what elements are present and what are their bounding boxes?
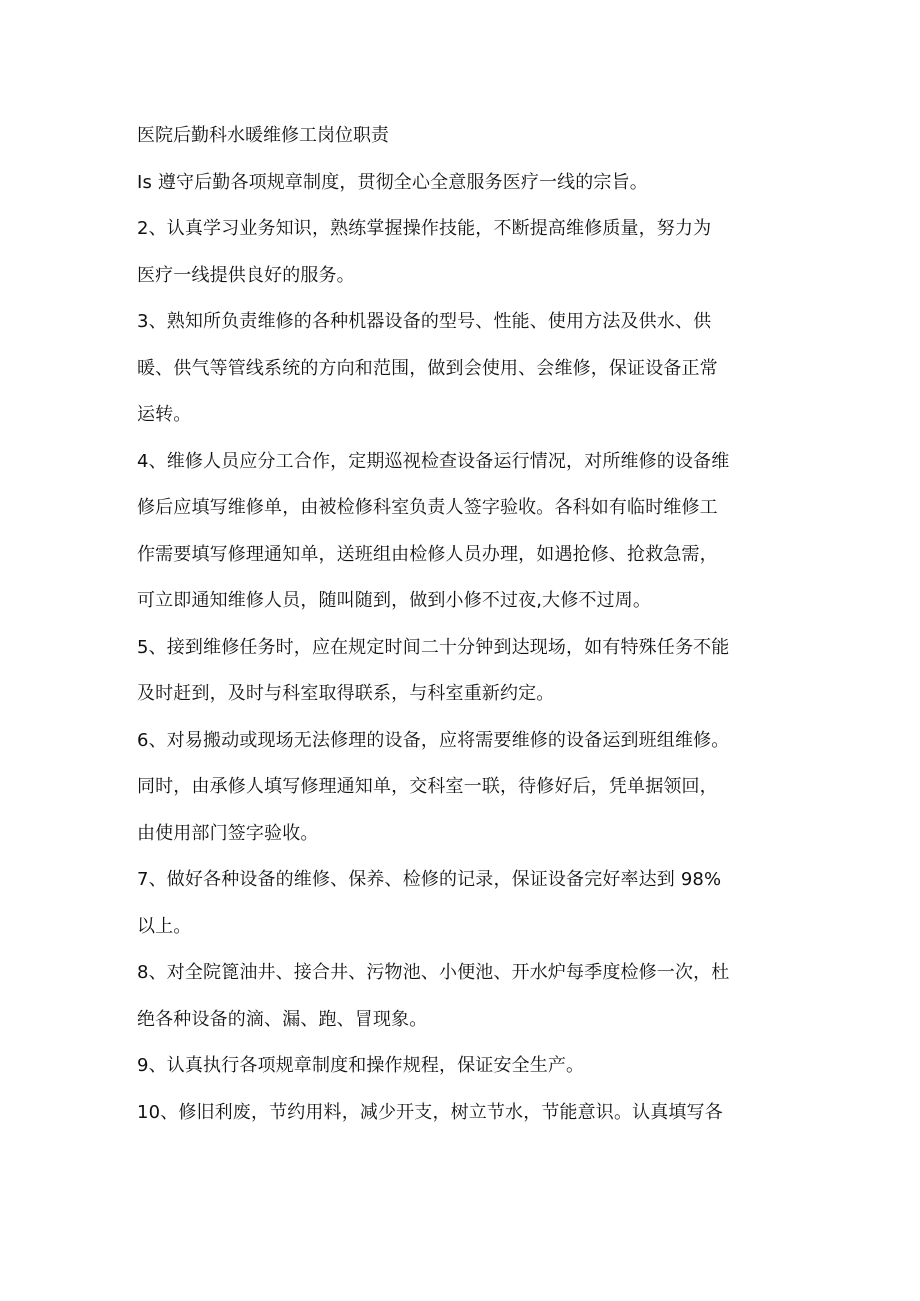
text-line: 以上。: [137, 915, 192, 937]
text-line: 运转。: [137, 404, 192, 426]
text-line: 可立即通知维修人员，随叫随到，做到小修不过夜,大修不过周。: [137, 590, 652, 612]
text-line: 修后应填写维修单，由被检修科室负责人签字验收。各科如有临时维修工: [137, 497, 718, 519]
text-line: 同时，由承修人填写修理通知单，交科室一联，待修好后，凭单据领回，: [137, 776, 718, 798]
text-line: 及时赶到，及时与科室取得联系，与科室重新约定。: [137, 683, 555, 705]
text-line: 医疗一线提供良好的服务。: [137, 264, 355, 286]
text-line: 由使用部门签字验收。: [137, 822, 319, 844]
document-body: [137, 113, 807, 1136]
text-line: 9、认真执行各项规章制度和操作规程，保证安全生产。: [137, 1055, 585, 1077]
text-line: 作需要填写修理通知单，送班组由检修人员办理，如遇抢修、抢救急需，: [137, 543, 718, 565]
text-line: 绝各种设备的滴、漏、跑、冒现象。: [137, 1008, 428, 1030]
text-line: 4、维修人员应分工合作，定期巡视检查设备运行情况，对所维修的设备维: [137, 450, 730, 472]
text-line: 2、认真学习业务知识，熟练掌握操作技能，不断提高维修质量，努力为: [137, 218, 712, 240]
text-line: 6、对易搬动或现场无法修理的设备，应将需要维修的设备运到班组维修。: [137, 729, 730, 751]
document-title: 医院后勤科水暖维修工岗位职责: [137, 125, 389, 147]
text-line: Is 遵守后勤各项规章制度，贯彻全心全意服务医疗一线的宗旨。: [137, 171, 648, 193]
text-line: 5、接到维修任务时，应在规定时间二十分钟到达现场，如有特殊任务不能: [137, 636, 730, 658]
text-line: 7、做好各种设备的维修、保养、检修的记录，保证设备完好率达到 98%: [137, 869, 722, 891]
text-line: 3、熟知所负责维修的各种机器设备的型号、性能、使用方法及供水、供: [137, 311, 712, 333]
text-line: 暖、供气等管线系统的方向和范围，做到会使用、会维修，保证设备正常: [137, 357, 718, 379]
text-line: 10、修旧利废，节约用料，减少开支，树立节水，节能意识。认真填写各: [137, 1101, 723, 1123]
text-line: 8、对全院篦油井、接合井、污物池、小便池、开水炉每季度检修一次，杜: [137, 962, 730, 984]
